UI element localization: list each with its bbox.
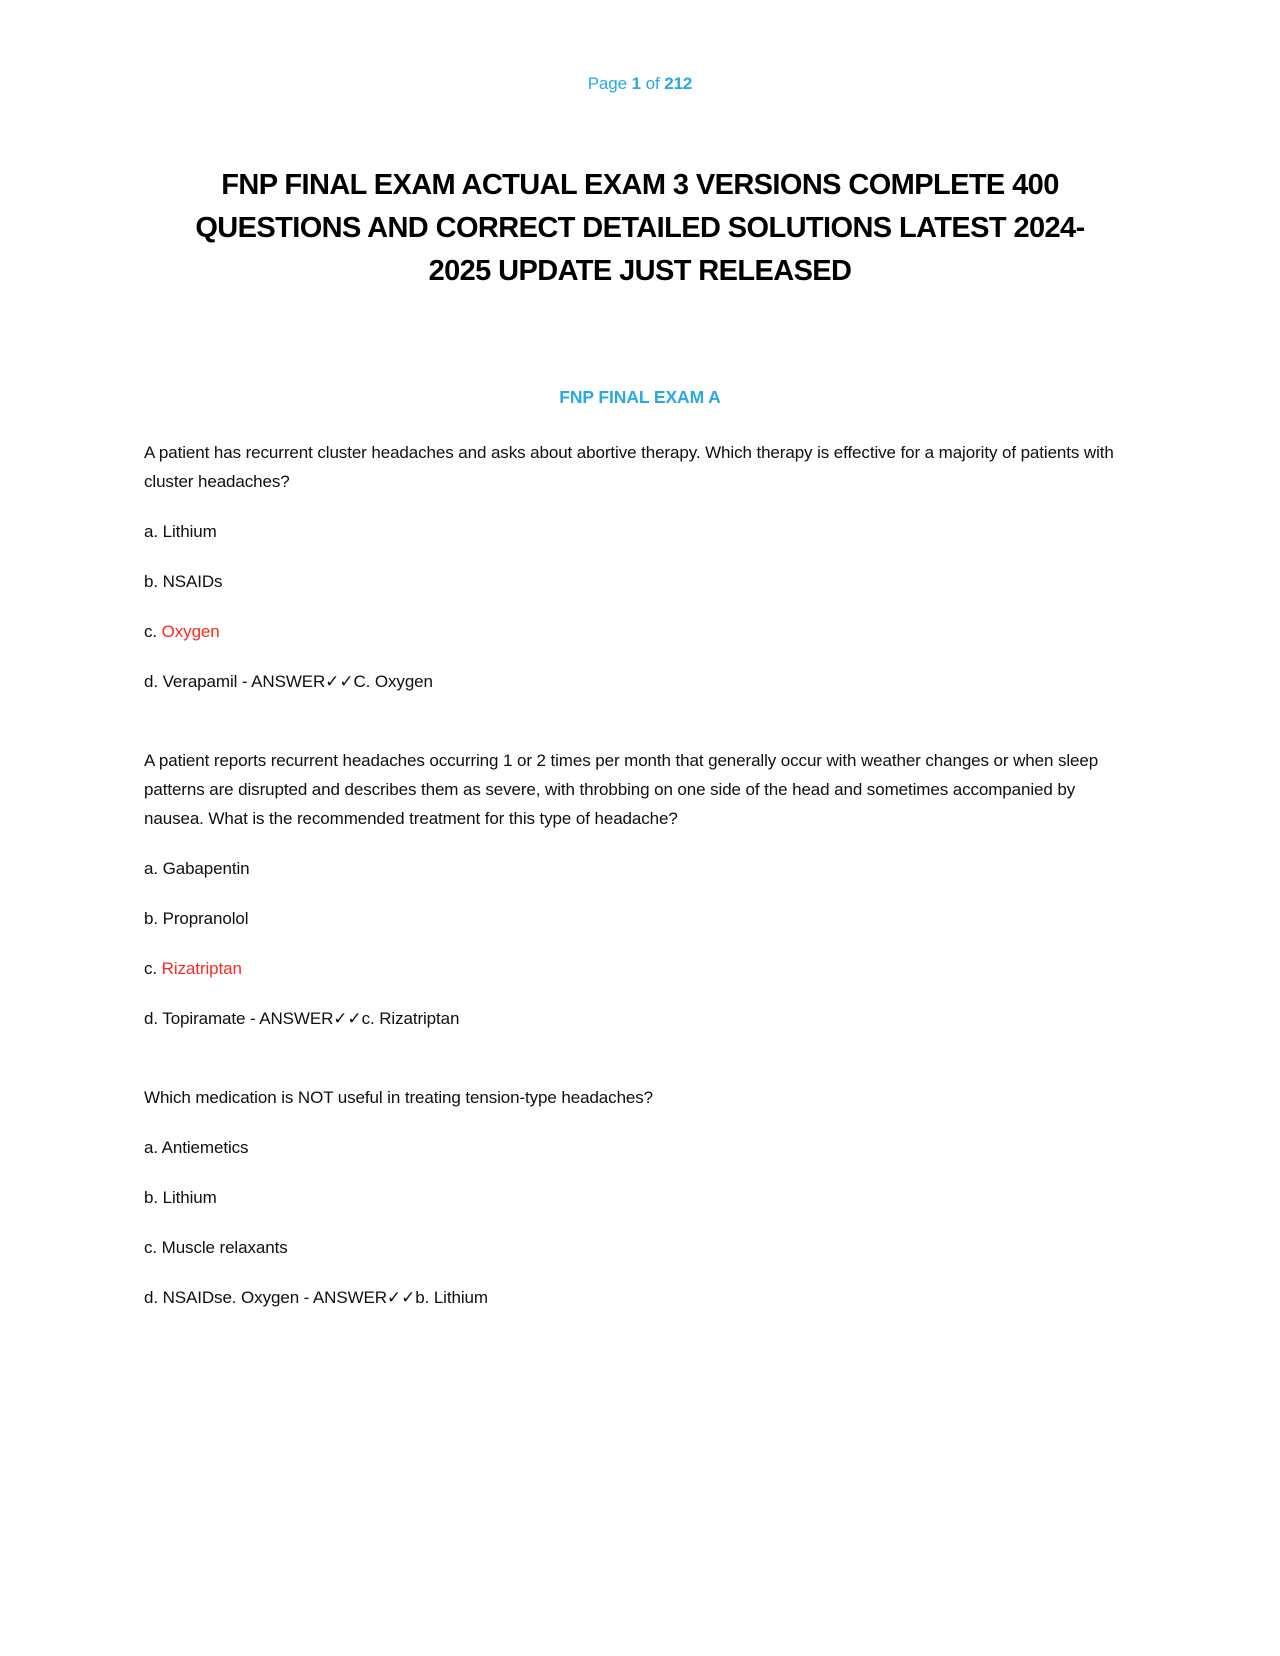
question-text: Which medication is NOT useful in treating tension-type headaches? bbox=[144, 1088, 654, 1107]
answer-option-a bbox=[144, 517, 1136, 546]
option-text: c. bbox=[144, 959, 162, 978]
option-answer-highlight: Oxygen bbox=[161, 622, 220, 641]
section-heading: FNP FINAL EXAM A bbox=[559, 387, 721, 407]
answer-option-c bbox=[144, 1233, 1136, 1262]
option-text: c. Muscle relaxants bbox=[144, 1238, 288, 1257]
answer-option-a bbox=[144, 1133, 1136, 1162]
answer-option-b bbox=[144, 567, 1136, 596]
answer-option-d bbox=[144, 1004, 1136, 1033]
answer-option-d bbox=[144, 667, 1136, 696]
answer-option-c bbox=[144, 617, 1136, 646]
question-block-1 bbox=[144, 438, 1136, 696]
option-text: d. Topiramate - ANSWER✓✓c. Rizatriptan bbox=[144, 1009, 460, 1028]
answer-option-a bbox=[144, 854, 1136, 883]
option-text: d. NSAIDse. Oxygen - ANSWER✓✓b. Lithium bbox=[144, 1288, 488, 1307]
option-answer-highlight: Rizatriptan bbox=[161, 959, 242, 978]
answer-option-b bbox=[144, 904, 1136, 933]
title-line-1: FNP FINAL EXAM ACTUAL EXAM 3 VERSIONS COMPLETE 400 bbox=[221, 169, 1059, 201]
answer-option-c bbox=[144, 954, 1136, 983]
option-text: a. Lithium bbox=[144, 522, 217, 541]
page-of-label: of bbox=[640, 74, 665, 93]
option-text: b. NSAIDs bbox=[144, 572, 223, 591]
title-line-2: QUESTIONS AND CORRECT DETAILED SOLUTIONS LATEST 2024- bbox=[195, 212, 1085, 244]
option-text: a. Gabapentin bbox=[144, 859, 250, 878]
option-text: a. Antiemetics bbox=[144, 1138, 249, 1157]
question-text: A patient reports recurrent headaches occurring 1 or 2 times per month that generally occur with weather changes or when sleep patterns are disrupted and describes them as severe, with throbbing on one side of the head and sometimes accompanied by nausea. What is the recommended treatment for this type of headache? bbox=[144, 751, 1099, 828]
option-text: b. Propranolol bbox=[144, 909, 249, 928]
answer-option-d bbox=[144, 1283, 1136, 1312]
document-title bbox=[144, 164, 1136, 293]
page-label: Page bbox=[587, 74, 632, 93]
title-line-3: 2025 UPDATE JUST RELEASED bbox=[428, 255, 852, 287]
question-block-2 bbox=[144, 746, 1136, 1033]
option-text: c. bbox=[144, 622, 162, 641]
question-block-3 bbox=[144, 1083, 1136, 1312]
option-text: b. Lithium bbox=[144, 1188, 217, 1207]
page-total: 212 bbox=[664, 74, 693, 93]
question-text: A patient has recurrent cluster headaches and asks about abortive therapy. Which therapy is effective for a majority of patients with cluster headaches? bbox=[144, 443, 1114, 491]
option-text: d. Verapamil - ANSWER✓✓C. Oxygen bbox=[144, 672, 433, 691]
page-number-header bbox=[144, 74, 1136, 94]
page-number: 1 bbox=[631, 74, 641, 93]
answer-option-b bbox=[144, 1183, 1136, 1212]
